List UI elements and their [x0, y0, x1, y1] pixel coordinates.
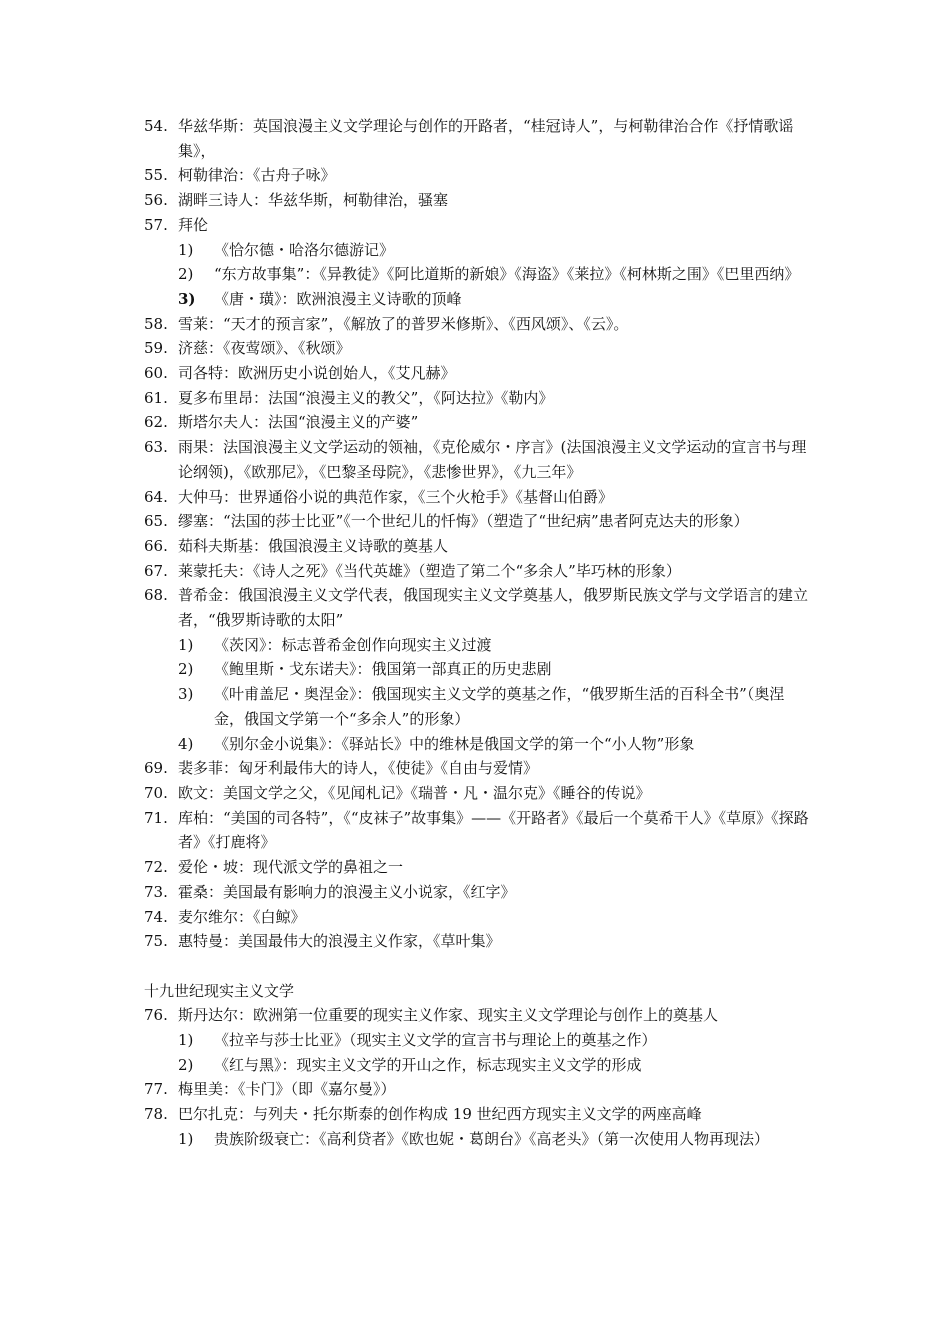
- sub-item-number: 3): [178, 685, 194, 704]
- list-item: [0, 114, 950, 163]
- sub-item-text: 《茨冈》：标志普希金创作向现实主义过渡: [214, 635, 492, 654]
- sub-item-text: 《别尔金小说集》：《驿站长》中的维林是俄国文学的第一个“小人物”形象: [214, 734, 695, 753]
- item-number: 78.: [144, 1105, 168, 1124]
- document-page: [0, 114, 950, 1152]
- sub-list-item: [0, 287, 950, 312]
- list-item: [0, 163, 950, 188]
- item-number: 72.: [144, 858, 168, 877]
- sub-item-text: 《唐・璜》：欧洲浪漫主义诗歌的顶峰: [214, 289, 462, 308]
- item-number: 54.: [144, 117, 168, 135]
- blank-line: [0, 954, 950, 979]
- list-item: [0, 1102, 950, 1127]
- sub-list-item: [0, 238, 950, 263]
- item-number: 62.: [144, 413, 168, 432]
- item-text: 大仲马：世界通俗小说的典范作家，《三个火枪手》《基督山伯爵》: [178, 487, 614, 506]
- list-item: [0, 361, 950, 386]
- list-item: [0, 855, 950, 880]
- item-number: 63.: [144, 438, 168, 457]
- list-item: [0, 781, 950, 806]
- list-item: [0, 213, 950, 238]
- item-text: 济慈：《夜莺颂》、《秋颂》: [178, 339, 351, 358]
- list-item: [0, 435, 950, 484]
- item-number: 66.: [144, 536, 168, 555]
- list-item: [0, 312, 950, 337]
- item-number: 58.: [144, 314, 168, 333]
- sub-list-item: [0, 657, 950, 682]
- sub-list-item: [0, 1127, 950, 1152]
- item-number: 67.: [144, 561, 168, 580]
- list-item: [0, 1077, 950, 1102]
- sub-list-item: [0, 682, 950, 731]
- item-text: 巴尔扎克：与列夫・托尔斯泰的创作构成 19 世纪西方现实主义文学的两座高峰: [178, 1105, 702, 1124]
- list-item: [0, 386, 950, 411]
- item-text: 雪莱：“天才的预言家”，《解放了的普罗米修斯》、《西风颂》、《云》。: [178, 314, 629, 333]
- sub-item-number: 4): [178, 734, 194, 753]
- item-text: 普希金：俄国浪漫主义文学代表，俄国现实主义文学奠基人，俄罗斯民族文学与文学语言的建立者，“俄罗斯诗歌的太阳”: [178, 586, 809, 630]
- list-item: [0, 410, 950, 435]
- section-heading: 十九世纪现实主义文学: [144, 981, 295, 1000]
- item-text: 斯丹达尔：欧洲第一位重要的现实主义作家、现实主义文学理论与创作上的奠基人: [178, 1006, 719, 1025]
- list-item: [0, 905, 950, 930]
- list-item: [0, 509, 950, 534]
- sub-list-item: [0, 633, 950, 658]
- item-text: 斯塔尔夫人：法国“浪漫主义的产婆”: [178, 413, 419, 432]
- sub-list-item: [0, 262, 950, 287]
- sub-list-item: [0, 1028, 950, 1053]
- item-number: 76.: [144, 1006, 168, 1025]
- sub-list-item: [0, 732, 950, 757]
- item-text: 司各特：欧洲历史小说创始人，《艾凡赫》: [178, 364, 456, 383]
- list-item: [0, 534, 950, 559]
- sub-item-text: 《鲍里斯・戈东诺夫》：俄国第一部真正的历史悲剧: [214, 660, 552, 679]
- list-item: [0, 485, 950, 510]
- sub-item-number: 1): [178, 1129, 194, 1148]
- item-text: 惠特曼：美国最伟大的浪漫主义作家，《草叶集》: [178, 932, 501, 951]
- sub-item-number: 1): [178, 240, 194, 259]
- sub-item-text: 《红与黑》：现实主义文学的开山之作，标志现实主义文学的形成: [214, 1055, 642, 1074]
- list-item: [0, 1003, 950, 1028]
- sub-item-number: 2): [178, 1055, 194, 1074]
- list-item: [0, 929, 950, 954]
- item-text: 夏多布里昂：法国“浪漫主义的教父”，《阿达拉》《勒内》: [178, 388, 554, 407]
- item-text: 茹科夫斯基：俄国浪漫主义诗歌的奠基人: [178, 536, 449, 555]
- item-text: 库柏：“美国的司各特”，《“皮袜子”故事集》——《开路者》《最后一个莫希干人》《草原》《探路者》《打鹿将》: [178, 808, 809, 852]
- item-text: 霍桑：美国最有影响力的浪漫主义小说家，《红字》: [178, 882, 516, 901]
- item-number: 69.: [144, 759, 168, 778]
- list-item: [0, 559, 950, 584]
- item-text: 拜伦: [178, 215, 209, 234]
- item-text: 缪塞：“法国的莎士比亚”《一个世纪儿的忏悔》（塑造了“世纪病”患者阿克达夫的形象）: [178, 512, 749, 531]
- item-text: 湖畔三诗人：华兹华斯，柯勒律治，骚塞: [178, 191, 449, 210]
- sub-item-number: 2): [178, 660, 194, 679]
- item-number: 60.: [144, 364, 168, 383]
- item-text: 华兹华斯：英国浪漫主义文学理论与创作的开路者，“桂冠诗人”，与柯勒律治合作《抒情歌谣集》，: [178, 117, 794, 160]
- item-number: 57.: [144, 215, 168, 234]
- list-item: [0, 880, 950, 905]
- item-number: 65.: [144, 512, 168, 531]
- item-text: 莱蒙托夫：《诗人之死》《当代英雄》（塑造了第二个“多余人”毕巧林的形象）: [178, 561, 681, 580]
- list-item: [0, 336, 950, 361]
- sub-item-text: 贵族阶级衰亡：《高利贷者》《欧也妮・葛朗台》《高老头》（第一次使用人物再现法）: [214, 1129, 770, 1148]
- item-number: 64.: [144, 487, 168, 506]
- sub-item-text: “东方故事集”：《异教徒》《阿比道斯的新娘》《海盗》《莱拉》《柯林斯之围》《巴里西纳》: [214, 265, 800, 284]
- sub-item-text: 《叶甫盖尼・奥涅金》：俄国现实主义文学的奠基之作，“俄罗斯生活的百科全书”（奥涅金，俄国文学第一个“多余人”的形象）: [214, 685, 785, 728]
- item-number: 61.: [144, 388, 168, 407]
- sub-list-item: [0, 1053, 950, 1078]
- item-number: 59.: [144, 339, 168, 358]
- sub-item-text: 《拉辛与莎士比亚》（现实主义文学的宣言书与理论上的奠基之作）: [214, 1031, 657, 1049]
- list-item: [0, 583, 950, 632]
- list-item: [0, 188, 950, 213]
- sub-item-number: 1): [178, 1031, 194, 1049]
- sub-item-number: 3): [178, 289, 196, 308]
- item-text: 欧文：美国文学之父，《见闻札记》《瑞普・凡・温尔克》《睡谷的传说》: [178, 783, 651, 802]
- item-number: 68.: [144, 586, 168, 605]
- item-number: 77.: [144, 1080, 168, 1099]
- item-number: 70.: [144, 783, 168, 802]
- item-text: 梅里美：《卡门》（即《嘉尔曼》）: [178, 1080, 396, 1099]
- sub-item-number: 2): [178, 265, 194, 284]
- item-number: 73.: [144, 882, 168, 901]
- item-text: 爱伦・坡：现代派文学的鼻祖之一: [178, 858, 404, 877]
- item-text: 柯勒律治：《古舟子咏》: [178, 166, 336, 185]
- item-text: 雨果：法国浪漫主义文学运动的领袖，《克伦威尔・序言》(法国浪漫主义文学运动的宣言书与理论纲领)，《欧那尼》，《巴黎圣母院》，《悲惨世界》，《九三年》: [178, 438, 807, 481]
- item-text: 裴多菲：匈牙利最伟大的诗人，《使徒》《自由与爱情》: [178, 759, 539, 778]
- item-number: 55.: [144, 166, 168, 185]
- list-item: [0, 756, 950, 781]
- item-number: 75.: [144, 932, 168, 951]
- item-number: 56.: [144, 191, 168, 210]
- sub-item-text: 《恰尔德・哈洛尔德游记》: [214, 240, 395, 259]
- item-text: 麦尔维尔：《白鲸》: [178, 907, 306, 926]
- list-item: [0, 806, 950, 855]
- sub-item-number: 1): [178, 635, 194, 654]
- item-number: 74.: [144, 907, 168, 926]
- item-number: 71.: [144, 808, 168, 827]
